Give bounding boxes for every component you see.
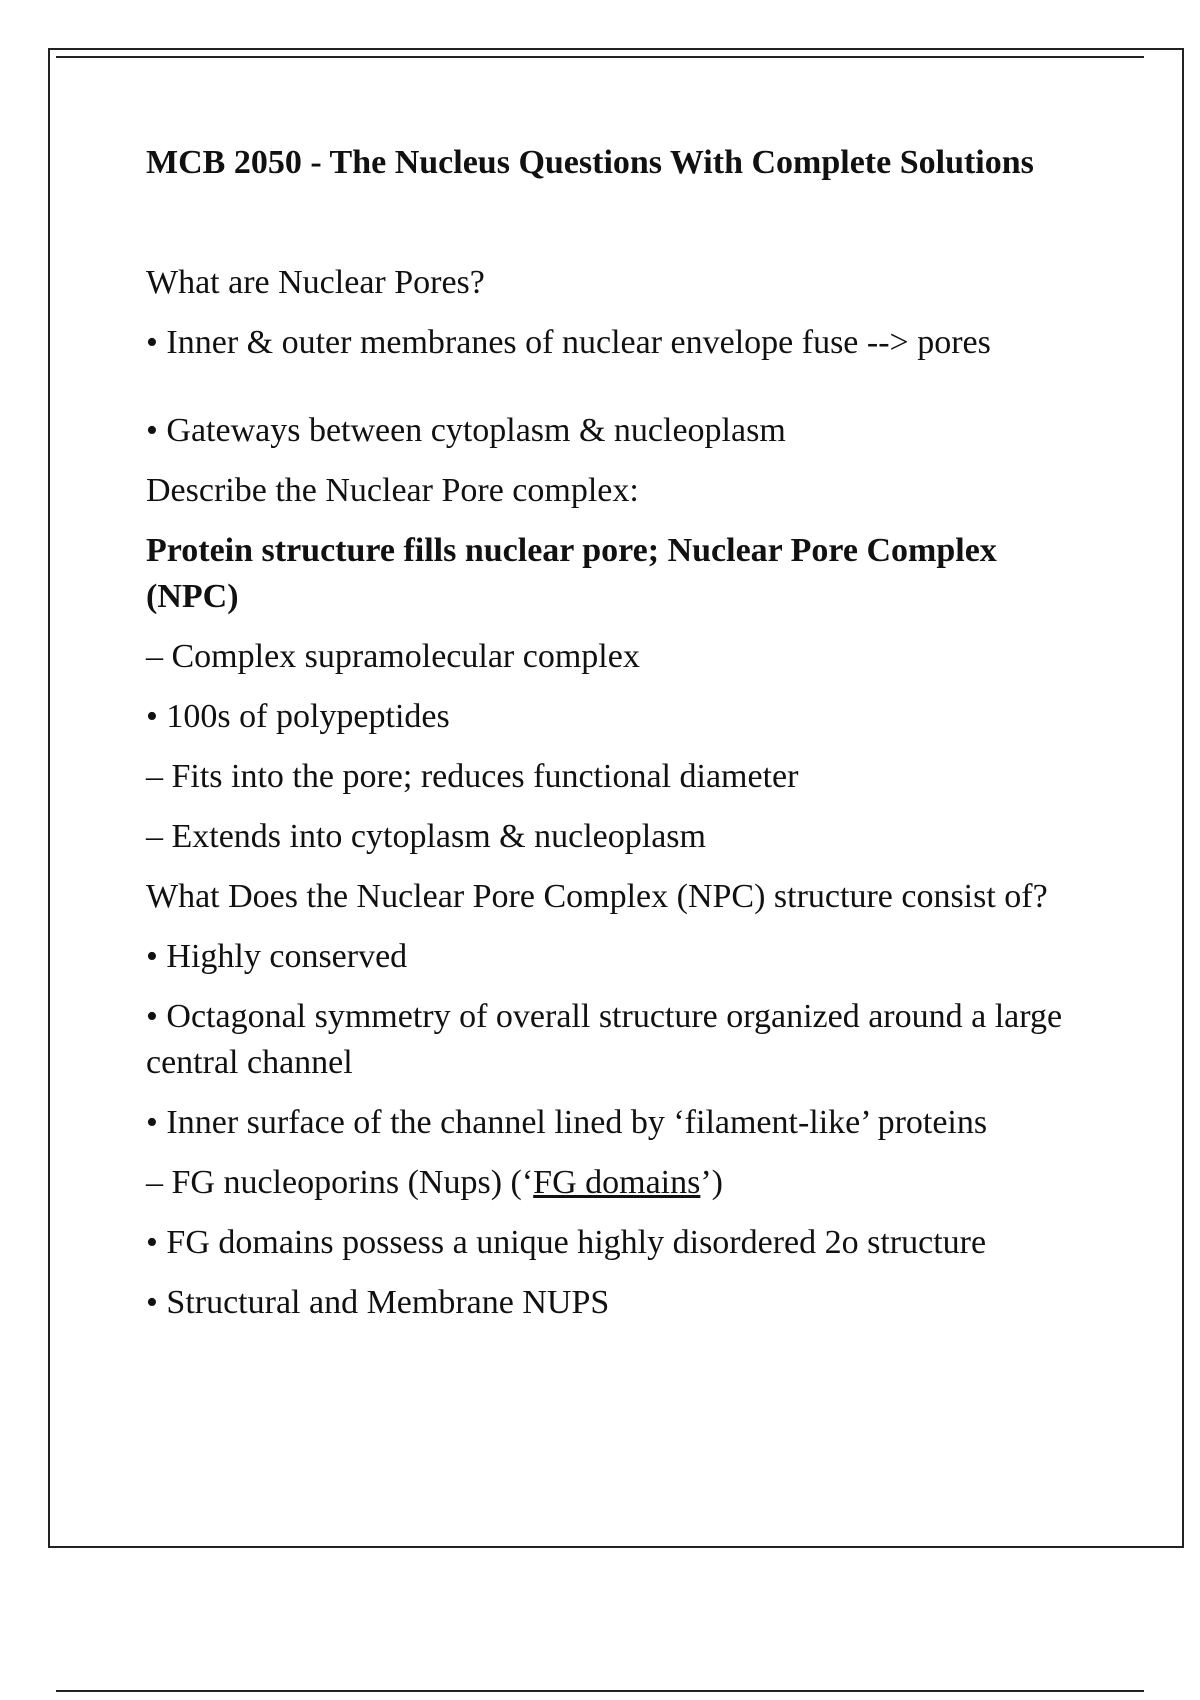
answer-line: • FG domains possess a unique highly disordered 2o structure (146, 1224, 987, 1261)
answer-line: • Highly conserved (146, 938, 408, 975)
page-title: MCB 2050 - The Nucleus Questions With Complete Solutions (146, 144, 1034, 181)
answer-line: • Structural and Membrane NUPS (146, 1284, 610, 1321)
answer-line: – Complex supramolecular complex (146, 638, 640, 675)
fg-domains-link[interactable]: FG domains (533, 1164, 701, 1201)
answer-line-fg (146, 1160, 1086, 1206)
question-1: What are Nuclear Pores? (146, 264, 485, 301)
answer-heading: Protein structure fills nuclear pore; Nuclear Pore Complex (NPC) (146, 532, 997, 615)
bottom-rule (56, 1690, 1144, 1692)
question-2: Describe the Nuclear Pore complex: (146, 472, 639, 509)
answer-line: – Fits into the pore; reduces functional diameter (146, 758, 799, 795)
answer-line: • Octagonal symmetry of overall structure organized around a large central channel (146, 998, 1063, 1081)
question-3: What Does the Nuclear Pore Complex (NPC) structure consist of? (146, 878, 1048, 915)
answer-line: • Inner & outer membranes of nuclear envelope fuse --> pores (146, 324, 991, 361)
answer-line: – Extends into cytoplasm & nucleoplasm (146, 818, 706, 855)
answer-line: • Inner surface of the channel lined by ‘filament-like’ proteins (146, 1104, 988, 1141)
fg-suffix: ’) (700, 1164, 724, 1201)
fg-prefix: – FG nucleoporins (Nups) (‘ (146, 1164, 534, 1201)
answer-line: • Gateways between cytoplasm & nucleoplasm (146, 412, 786, 449)
document-body (146, 140, 1086, 1340)
answer-line: • 100s of polypeptides (146, 698, 450, 735)
